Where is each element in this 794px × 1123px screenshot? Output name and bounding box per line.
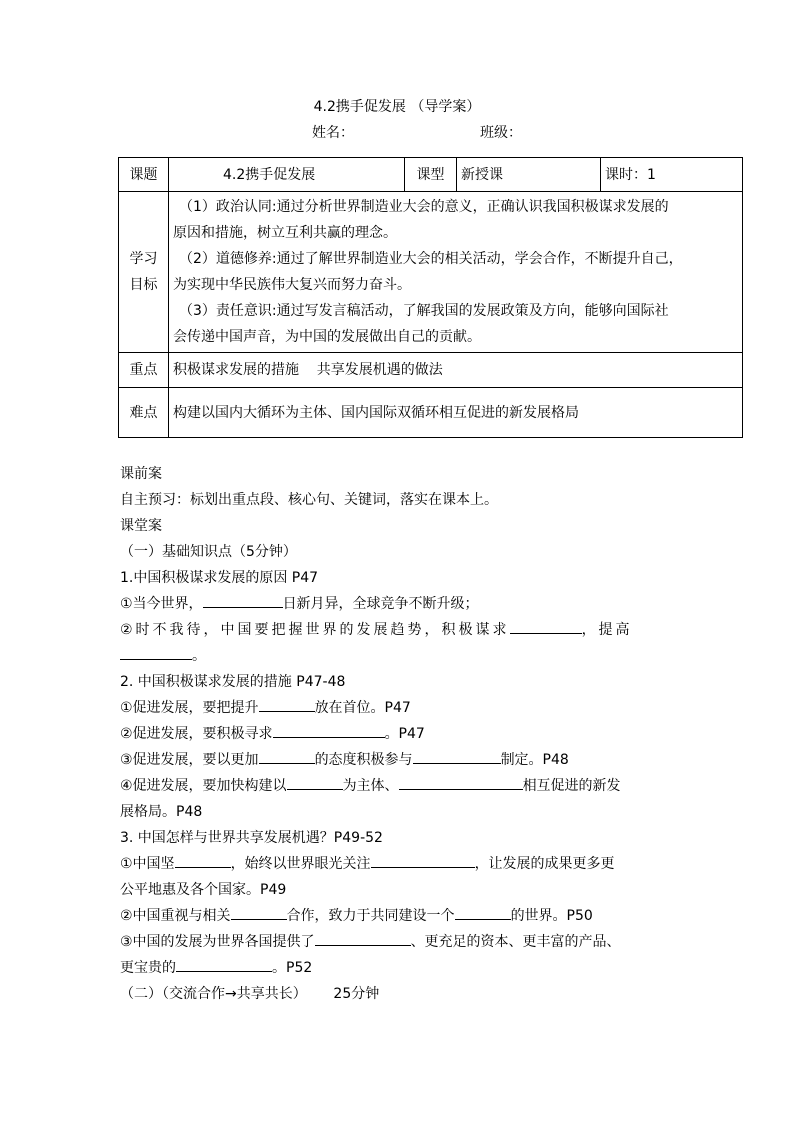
- q2-a-text-end: 放在首位。P47: [314, 700, 411, 716]
- q3-b-text-end: 的世界。P50: [510, 908, 593, 924]
- fill-blank[interactable]: [203, 593, 283, 608]
- fill-blank[interactable]: [273, 723, 385, 738]
- table-row-topic: [119, 158, 743, 192]
- q3-item-c: [120, 929, 720, 955]
- q1-a-text-end: 日新月异，全球竞争不断升级；: [282, 596, 479, 612]
- q2-d-text: ④促进发展，要加快构建以: [120, 778, 287, 794]
- q3-heading: 3. 中国怎样与世界共享发展机遇？P49-52: [120, 830, 383, 846]
- type-label: 课型: [405, 158, 457, 192]
- q3-b-text-mid: 合作，致力于共同建设一个: [286, 908, 455, 924]
- q2-item-b: [120, 721, 720, 747]
- in-class-heading: 课堂案: [120, 518, 162, 534]
- pre-class-heading: 课前案: [120, 466, 162, 482]
- q1-b-text-end: ，提高: [581, 622, 633, 638]
- fill-blank[interactable]: [259, 697, 315, 712]
- fill-blank[interactable]: [176, 957, 272, 972]
- goals-content: [169, 192, 743, 353]
- fill-blank[interactable]: [259, 749, 315, 764]
- q3-item-b: [120, 903, 720, 929]
- q2-c-text-mid: 的态度积极参与: [314, 752, 413, 768]
- q1-b-text: ②时不我待，中国要把握世界的发展趋势，积极谋求: [120, 622, 510, 638]
- difficulty-label: 难点: [119, 388, 169, 438]
- q2-c-text-end: 制定。P48: [500, 752, 569, 768]
- q2-heading: 2. 中国积极谋求发展的措施 P47-48: [120, 674, 346, 690]
- q1-item-a: [120, 591, 720, 617]
- goal-line: （2）道德修养:通过了解世界制造业大会的相关活动，学会合作，不断提升自己，: [179, 251, 683, 267]
- difficulty-value: 构建以国内大循环为主体、国内国际双循环相互促进的新发展格局: [169, 388, 743, 438]
- q3-c-text: ③中国的发展为世界各国提供了: [120, 934, 315, 950]
- q3-item-a: [120, 851, 720, 877]
- topic-value: 4.2携手促发展: [169, 158, 405, 192]
- q1-b-end: 。: [192, 648, 206, 664]
- table-row-difficulty: [119, 388, 743, 438]
- q2-item-d-cont: 展格局。P48: [120, 804, 203, 820]
- section1-heading: （一）基础知识点（5分钟）: [120, 544, 297, 560]
- fill-blank[interactable]: [231, 905, 287, 920]
- type-value: 新授课: [457, 158, 601, 192]
- fill-blank[interactable]: [413, 749, 501, 764]
- lesson-info-table: [118, 157, 743, 438]
- q2-item-a: [120, 695, 720, 721]
- goals-label-line2: 目标: [129, 277, 158, 293]
- q1-a-text: ①当今世界，: [120, 596, 203, 612]
- self-study-text: 自主预习：标划出重点段、核心句、关键词，落实在课本上。: [120, 492, 498, 508]
- fill-blank[interactable]: [175, 853, 231, 868]
- goals-label: [119, 192, 169, 353]
- q2-b-text: ②促进发展，要积极寻求: [120, 726, 273, 742]
- q3-item-c-cont: [120, 955, 720, 981]
- key-point-value: 积极谋求发展的措施 共享发展机遇的做法: [169, 353, 743, 388]
- fill-blank[interactable]: [399, 775, 523, 790]
- q2-c-text: ③促进发展，要以更加: [120, 752, 259, 768]
- goal-line: 会传递中国声音，为中国的发展做出自己的贡献。: [173, 329, 481, 345]
- name-class-line: [312, 124, 522, 142]
- goal-line: 为实现中华民族伟大复兴而努力奋斗。: [173, 277, 411, 293]
- class-label: 班级：: [480, 125, 522, 141]
- page-title: 4.2携手促发展 （导学案）: [313, 99, 481, 115]
- q3-c-end-text: 更宝贵的: [120, 960, 176, 976]
- q1-heading: 1.中国积极谋求发展的原因 P47: [120, 570, 319, 586]
- q2-a-text: ①促进发展，要把提升: [120, 700, 259, 716]
- q2-item-c: [120, 747, 720, 773]
- worksheet-body: [120, 461, 720, 1007]
- q1-item-b-cont: [120, 643, 720, 669]
- q3-item-a-cont: 公平地惠及各个国家。P49: [120, 882, 287, 898]
- goals-label-line1: 学习: [129, 251, 158, 267]
- q2-d-text-end: 相互促进的新发: [522, 778, 621, 794]
- fill-blank[interactable]: [455, 905, 511, 920]
- q3-a-text-end: ，让发展的成果更多更: [474, 856, 615, 872]
- fill-blank[interactable]: [371, 853, 475, 868]
- q2-b-text-end: 。P47: [384, 726, 425, 742]
- q3-a-text: ①中国坚: [120, 856, 175, 872]
- goal-line: （1）政治认同:通过分析世界制造业大会的意义，正确认识我国积极谋求发展的: [179, 199, 669, 215]
- hours-label: 课时：1: [601, 158, 743, 192]
- fill-blank[interactable]: [510, 619, 582, 634]
- q3-c-text-end: 、更充足的资本、更丰富的产品、: [410, 934, 621, 950]
- goal-line: 原因和措施，树立互利共赢的理念。: [173, 225, 397, 241]
- fill-blank[interactable]: [287, 775, 343, 790]
- q3-b-text: ②中国重视与相关: [120, 908, 231, 924]
- key-point-label: 重点: [119, 353, 169, 388]
- topic-label: 课题: [119, 158, 169, 192]
- goal-line: （3）责任意识:通过写发言稿活动，了解我国的发展政策及方向，能够向国际社: [179, 303, 669, 319]
- q3-a-text-mid: ，始终以世界眼光关注: [230, 856, 371, 872]
- q2-d-text-mid: 为主体、: [342, 778, 399, 794]
- section2-heading: （二）（交流合作→共享共长） 25分钟: [120, 986, 380, 1002]
- q1-item-b: [120, 617, 720, 643]
- q2-item-d: [120, 773, 720, 799]
- fill-blank[interactable]: [120, 645, 192, 660]
- q3-c-end-text-end: 。P52: [272, 960, 313, 976]
- fill-blank[interactable]: [315, 931, 411, 946]
- name-label: 姓名：: [312, 125, 354, 141]
- table-row-key-point: [119, 353, 743, 388]
- table-row-goals: [119, 192, 743, 353]
